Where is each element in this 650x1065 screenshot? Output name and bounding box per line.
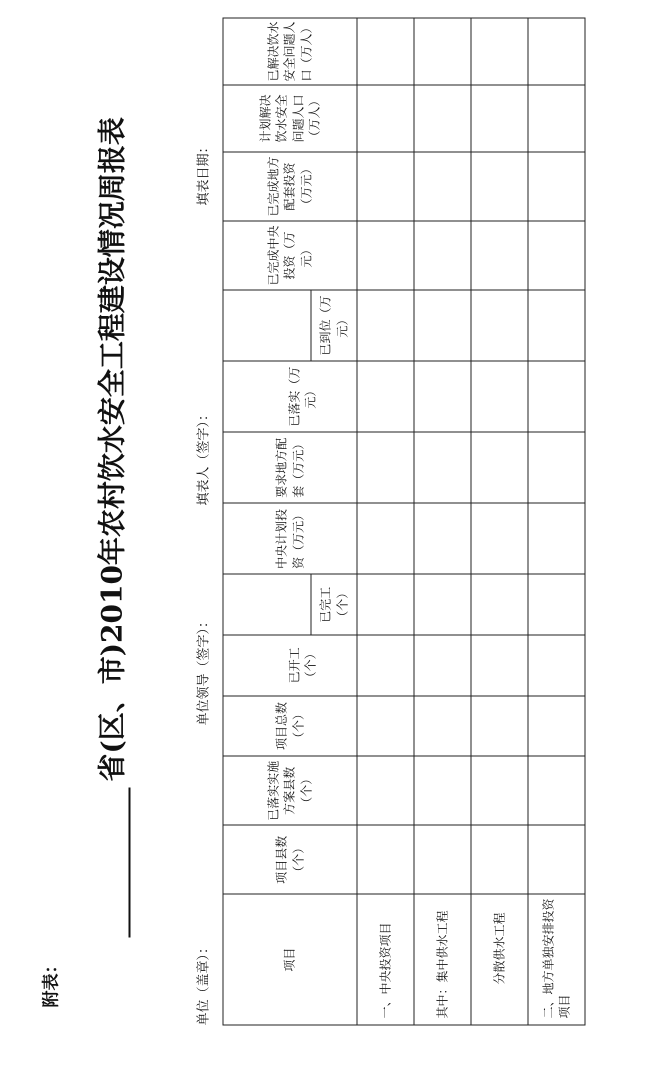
header-arrived: 已到位（万元） [311, 290, 357, 361]
table-cell[interactable] [414, 574, 471, 635]
leader-field-label: 单位领导（签字）： [196, 614, 211, 725]
table-cell[interactable] [471, 825, 528, 894]
table-cell[interactable] [528, 503, 585, 574]
table-cell[interactable] [357, 574, 414, 635]
table-cell[interactable] [357, 152, 414, 221]
table-cell[interactable] [528, 432, 585, 503]
table-cell[interactable] [414, 290, 471, 361]
table-cell[interactable] [414, 18, 471, 85]
table-cell[interactable] [414, 695, 471, 756]
table-cell[interactable] [528, 18, 585, 85]
table-cell[interactable] [357, 221, 414, 290]
header-central-plan: 中央计划投资（万元） [223, 503, 357, 574]
table-cell[interactable] [471, 695, 528, 756]
report-table [222, 17, 585, 1025]
row-label: 其中：集中供水工程 [414, 894, 471, 1025]
table-cell[interactable] [357, 825, 414, 894]
table-cell[interactable] [471, 574, 528, 635]
header-plan-county-count: 已落实实施方案县数（个） [223, 756, 357, 825]
table-cell[interactable] [528, 221, 585, 290]
table-cell[interactable] [414, 635, 471, 696]
row-label: 一、中央投资项目 [357, 894, 414, 1025]
title-blank-line [102, 787, 130, 937]
table-cell[interactable] [414, 756, 471, 825]
table-cell[interactable] [357, 18, 414, 85]
table-cell[interactable] [528, 152, 585, 221]
table-cell[interactable] [414, 221, 471, 290]
table-cell[interactable] [414, 85, 471, 152]
table-cell[interactable] [357, 635, 414, 696]
header-local-required: 要求地方配套（万元） [223, 432, 357, 503]
header-implemented: 已落实（万元） [249, 361, 357, 432]
table-cell[interactable] [528, 695, 585, 756]
header-arrived-top [249, 290, 311, 361]
unit-field-label: 单位（盖章）： [196, 940, 211, 1025]
header-started-top [223, 635, 249, 696]
header-completed-top [249, 574, 311, 635]
table-cell[interactable] [357, 695, 414, 756]
table-cell[interactable] [471, 361, 528, 432]
table-cell[interactable] [414, 825, 471, 894]
table-cell[interactable] [357, 85, 414, 152]
header-started-top-right [223, 574, 249, 635]
table-cell[interactable] [357, 756, 414, 825]
table-cell[interactable] [414, 503, 471, 574]
table-cell[interactable] [528, 825, 585, 894]
page-title: 省(区、市)2010年农村饮水安全工程建设情况周报表 [95, 116, 128, 781]
table-cell[interactable] [471, 635, 528, 696]
table-cell[interactable] [471, 152, 528, 221]
table-cell[interactable] [414, 152, 471, 221]
filler-field-label: 填表人（签字）： [196, 407, 211, 505]
header-started: 已开工（个） [249, 635, 357, 696]
table-cell[interactable] [528, 756, 585, 825]
page-title-line [90, 77, 130, 937]
header-local-done: 已完成地方配套投资（万元） [223, 152, 357, 221]
table-row [528, 18, 585, 1025]
table-cell[interactable] [528, 361, 585, 432]
table-cell[interactable] [528, 635, 585, 696]
header-county-count: 项目县数（个） [223, 825, 357, 894]
attachment-label: 附表： [41, 956, 61, 1007]
table-row [471, 18, 528, 1025]
table-cell[interactable] [528, 574, 585, 635]
table-cell[interactable] [471, 290, 528, 361]
header-solved-pop: 已解决饮水安全问题人口（万人） [223, 18, 357, 85]
date-field-label: 填表日期： [196, 139, 211, 205]
header-planned-pop: 计划解决饮水安全问题人口（万人） [223, 85, 357, 152]
table-cell[interactable] [471, 85, 528, 152]
table-cell[interactable] [414, 432, 471, 503]
table-row [414, 18, 471, 1025]
row-label: 二、地方单独安排投资项目 [528, 894, 585, 1025]
table-row [357, 18, 414, 1025]
header-implemented-top-right [223, 290, 249, 361]
header-item: 项目 [223, 894, 357, 1025]
row-label: 分散供水工程 [471, 894, 528, 1025]
table-cell[interactable] [528, 290, 585, 361]
table-cell[interactable] [357, 290, 414, 361]
table-cell[interactable] [357, 361, 414, 432]
table-cell[interactable] [471, 503, 528, 574]
table-cell[interactable] [471, 221, 528, 290]
table-cell[interactable] [528, 85, 585, 152]
table-cell[interactable] [357, 432, 414, 503]
table-cell[interactable] [414, 361, 471, 432]
header-project-total: 项目总数（个） [223, 695, 357, 756]
header-central-done: 已完成中央投资（万元） [223, 221, 357, 290]
table-cell[interactable] [471, 432, 528, 503]
table-cell[interactable] [471, 756, 528, 825]
table-cell[interactable] [357, 503, 414, 574]
header-completed: 已完工（个） [311, 574, 357, 635]
table-cell[interactable] [471, 18, 528, 85]
header-implemented-top [223, 361, 249, 432]
